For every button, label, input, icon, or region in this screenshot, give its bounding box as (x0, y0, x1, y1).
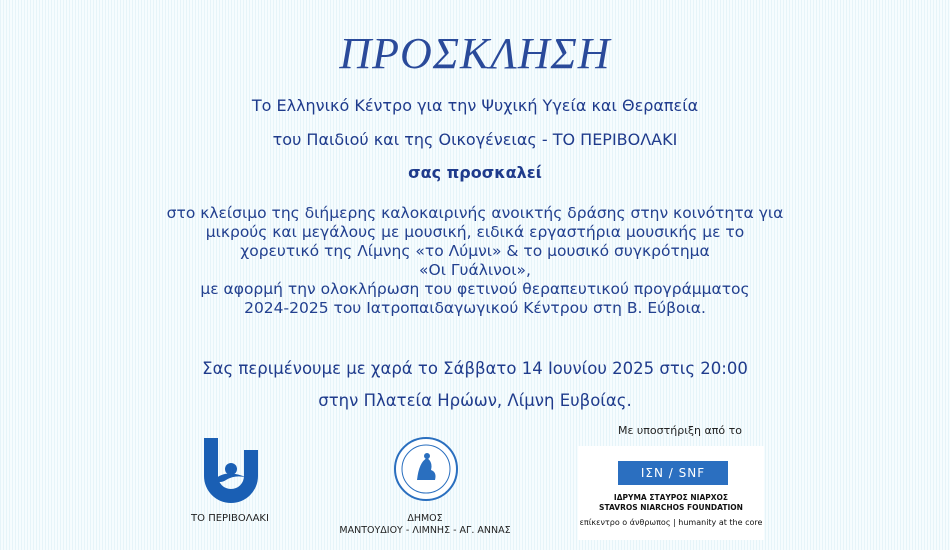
description-line: με αφορμή την ολοκλήρωση του φετινού θεραπευτικού προγράμματος (200, 280, 750, 298)
snf-tagline: επίκεντρο ο άνθρωπος | humanity at the core (579, 518, 763, 527)
description-line: μικρούς και μεγάλους με μουσική, ειδικά εργαστήρια μουσικής με το (205, 223, 745, 241)
description-line: «Οι Γυάλινοι», (419, 261, 531, 279)
organizer-line-1: Το Ελληνικό Κέντρο για την Ψυχική Υγεία και Θεραπεία (251, 96, 699, 115)
perivolaki-label: ΤΟ ΠΕΡΙΒΟΛΑΚΙ (191, 513, 269, 524)
invites-text: σας προσκαλεί (408, 163, 542, 182)
municipality-label: ΔΗΜΟΣ (407, 513, 443, 524)
perivolaki-logo (196, 436, 266, 504)
support-label: Με υποστήριξη από το (618, 424, 742, 437)
description-line: 2024-2025 του Ιατροπαιδαγωγικού Κέντρου στη Β. Εύβοια. (244, 299, 706, 317)
description-line: στο κλείσιμο της διήμερης καλοκαιρινής ανοικτής δράσης στην κοινότητα για (166, 204, 784, 222)
invitation-title: ΠΡΟΣΚΛΗΣΗ (339, 29, 611, 78)
description-line: χορευτικό της Λίμνης «το Λύμνι» & το μουσικό συγκρότημα (240, 242, 710, 260)
snf-name-greek: ΙΔΡΥΜΑ ΣΤΑΥΡΟΣ ΝΙΑΡΧΟΣ (613, 493, 729, 502)
event-description (0, 204, 950, 318)
snf-logo (578, 446, 764, 540)
snf-name-english: STAVROS NIARCHOS FOUNDATION (599, 503, 743, 512)
event-location: στην Πλατεία Ηρώων, Λίμνη Ευβοίας. (318, 391, 632, 410)
municipality-seal-icon (393, 436, 459, 502)
organizer-line-2: του Παιδιού και της Οικογένειας - ΤΟ ΠΕΡΙΒΟΛΑΚΙ (272, 130, 678, 149)
snf-badge: ΙΣΝ / SNF (618, 461, 728, 485)
event-datetime: Σας περιμένουμε με χαρά το Σάββατο 14 Ιουνίου 2025 στις 20:00 (202, 359, 748, 378)
municipality-name: ΜΑΝΤΟΥΔΙΟΥ - ΛΙΜΝΗΣ - ΑΓ. ΑΝΝΑΣ (339, 525, 511, 536)
